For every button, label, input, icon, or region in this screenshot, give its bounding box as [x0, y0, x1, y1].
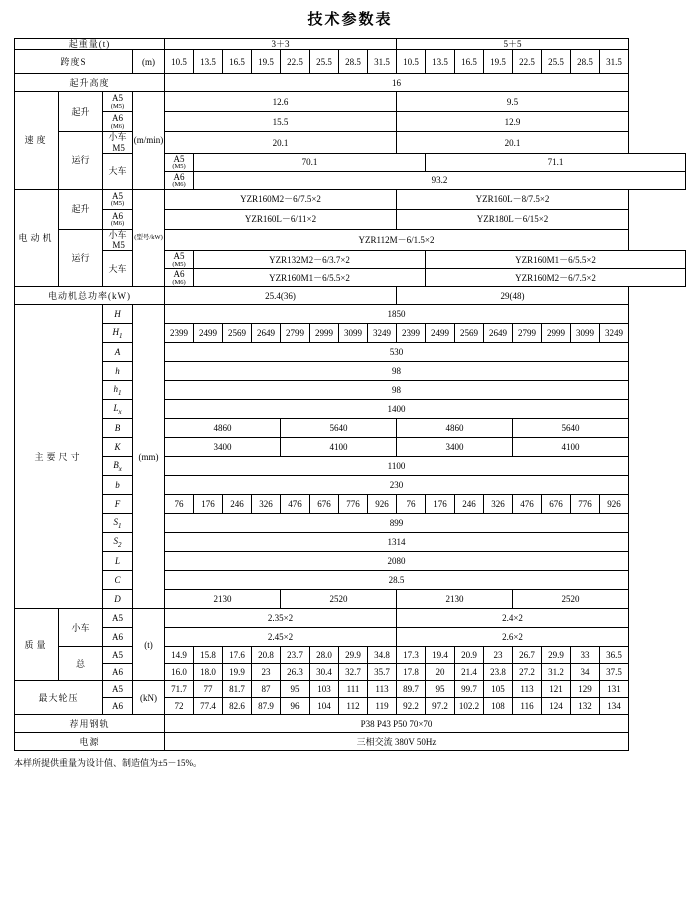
rail-value: P38 P43 P50 70×70 — [165, 715, 629, 733]
row-label-span: 跨度S — [15, 50, 133, 74]
motor-total-power-right: 29(48) — [397, 287, 629, 305]
mass-total-a5-r-5: 29.9 — [542, 647, 571, 664]
table-row-rail — [15, 715, 686, 733]
table-row-mass-trolley-a6 — [15, 628, 686, 647]
dim-symbol-b: b — [103, 476, 133, 495]
table-row-wheel-load-a5 — [15, 681, 686, 698]
table-row-motor-trolley — [15, 229, 686, 251]
row-label-capacity: 起重量(t) — [15, 39, 165, 50]
dim-H1-r-6: 3099 — [571, 324, 600, 343]
row-label-lift-height: 起升高度 — [15, 74, 165, 92]
mass-total-a5-l-3: 20.8 — [252, 647, 281, 664]
table-row-dim-H — [15, 305, 686, 324]
span-l-0: 10.5 — [165, 50, 194, 74]
mass-total-a6-l-2: 19.9 — [223, 664, 252, 681]
table-row-dim-F — [15, 495, 686, 514]
mass-total-a5-l-1: 15.8 — [194, 647, 223, 664]
dim-value-C: 28.5 — [165, 571, 629, 590]
span-l-2: 16.5 — [223, 50, 252, 74]
unit-m: (m) — [133, 50, 165, 74]
sub-label-hoisting-motor: 起升 — [59, 189, 103, 229]
table-row-dim-S2 — [15, 533, 686, 552]
motor-hoist-a6-left: YZR160L－6/11×2 — [165, 209, 397, 229]
dim-D-q3: 2520 — [513, 590, 629, 609]
wheel-class-a5: A5 — [103, 681, 133, 698]
table-row-speed-trolley — [15, 132, 686, 154]
table-row-dim-B — [15, 419, 686, 438]
mass-trolley-a5-left: 2.35×2 — [165, 609, 397, 628]
mass-trolley-a6-right: 2.6×2 — [397, 628, 629, 647]
wheel-a6-r-5: 124 — [542, 698, 571, 715]
speed-trolley-m5-right: 20.1 — [397, 132, 629, 154]
wheel-a6-l-2: 82.6 — [223, 698, 252, 715]
row-label-motor-total-power: 电动机总功率(kW) — [15, 287, 165, 305]
mass-total-a6-r-2: 21.4 — [455, 664, 484, 681]
mass-total-a6-r-0: 17.8 — [397, 664, 426, 681]
sub-label-crane-motor: 大车 — [103, 251, 133, 287]
span-r-3: 19.5 — [484, 50, 513, 74]
span-l-3: 19.5 — [252, 50, 281, 74]
wheel-a5-r-5: 121 — [542, 681, 571, 698]
dim-K-q2: 3400 — [397, 438, 513, 457]
span-r-6: 28.5 — [571, 50, 600, 74]
wheel-class-a6: A6 — [103, 698, 133, 715]
dim-symbol-h: h — [103, 362, 133, 381]
dim-F-r-7: 926 — [600, 495, 629, 514]
dim-H1-l-5: 2999 — [310, 324, 339, 343]
dim-H1-r-3: 2649 — [484, 324, 513, 343]
dim-symbol-h1: $h_1$ — [103, 381, 133, 400]
motor-class-a5-crane: A5 (M5) — [165, 251, 194, 269]
dim-symbol-D: D — [103, 590, 133, 609]
wheel-a6-r-0: 92.2 — [397, 698, 426, 715]
speed-hoist-a5-right: 9.5 — [397, 92, 629, 112]
span-l-6: 28.5 — [339, 50, 368, 74]
unit-model-kw: (型号/kW) — [133, 189, 165, 287]
dim-value-h1: 98 — [165, 381, 629, 400]
motor-class-a6-hoist: A6 (M6) — [103, 209, 133, 229]
sub-label-travel-speed: 运行 — [59, 132, 103, 189]
table-row-speed-hoist-a5 — [15, 92, 686, 112]
table-row-dim-L — [15, 552, 686, 571]
dim-B-q1: 5640 — [281, 419, 397, 438]
mass-total-a6-l-1: 18.0 — [194, 664, 223, 681]
section-label-speed: 速度 — [15, 92, 59, 189]
span-l-5: 25.5 — [310, 50, 339, 74]
dim-B-q3: 5640 — [513, 419, 629, 438]
motor-crane-a6-right: YZR160M2－6/7.5×2 — [426, 269, 686, 287]
mass-class-a6-total: A6 — [103, 664, 133, 681]
speed-hoist-a6-right: 12.9 — [397, 112, 629, 132]
mass-total-a6-l-7: 35.7 — [368, 664, 397, 681]
dim-D-q1: 2520 — [281, 590, 397, 609]
mass-trolley-a5-right: 2.4×2 — [397, 609, 629, 628]
mass-total-a6-l-3: 23 — [252, 664, 281, 681]
power-value: 三相交流 380V 50Hz — [165, 733, 629, 751]
mass-total-a5-r-7: 36.5 — [600, 647, 629, 664]
dim-H1-l-4: 2799 — [281, 324, 310, 343]
wheel-a5-l-6: 111 — [339, 681, 368, 698]
span-r-5: 25.5 — [542, 50, 571, 74]
unit-mm: (mm) — [133, 305, 165, 609]
mass-class-a5-total: A5 — [103, 647, 133, 664]
dim-value-A: 530 — [165, 343, 629, 362]
mass-total-a5-l-4: 23.7 — [281, 647, 310, 664]
dim-F-l-2: 246 — [223, 495, 252, 514]
wheel-a5-l-5: 103 — [310, 681, 339, 698]
span-r-0: 10.5 — [397, 50, 426, 74]
dim-F-r-1: 176 — [426, 495, 455, 514]
dim-H1-r-5: 2999 — [542, 324, 571, 343]
mass-trolley-a6-left: 2.45×2 — [165, 628, 397, 647]
dim-H1-r-4: 2799 — [513, 324, 542, 343]
table-row-dim-Lx — [15, 400, 686, 419]
wheel-a6-r-7: 134 — [600, 698, 629, 715]
speed-crane-a5-right: 71.1 — [426, 154, 686, 172]
speed-class-a6-hoist: A6 (M6) — [103, 112, 133, 132]
dim-F-l-4: 476 — [281, 495, 310, 514]
dim-K-q3: 4100 — [513, 438, 629, 457]
table-row-dim-h1 — [15, 381, 686, 400]
dim-value-S1: 899 — [165, 514, 629, 533]
capacity-right: 5＋5 — [397, 39, 629, 50]
span-l-7: 31.5 — [368, 50, 397, 74]
table-row-wheel-load-a6 — [15, 698, 686, 715]
mass-total-a6-r-3: 23.8 — [484, 664, 513, 681]
mass-total-a5-l-5: 28.0 — [310, 647, 339, 664]
mass-total-a6-r-5: 31.2 — [542, 664, 571, 681]
sub-label-crane-speed: 大车 — [103, 154, 133, 190]
wheel-a6-l-5: 104 — [310, 698, 339, 715]
dim-F-l-3: 326 — [252, 495, 281, 514]
mass-total-a5-l-0: 14.9 — [165, 647, 194, 664]
dim-H1-r-1: 2499 — [426, 324, 455, 343]
span-l-1: 13.5 — [194, 50, 223, 74]
technical-parameters-table — [14, 38, 686, 751]
motor-class-a5-hoist: A5 (M5) — [103, 189, 133, 209]
table-row-speed-hoist-a6 — [15, 112, 686, 132]
speed-class-a5-crane: A5 (M5) — [165, 154, 194, 172]
dim-H1-l-7: 3249 — [368, 324, 397, 343]
dim-symbol-A: A — [103, 343, 133, 362]
dim-D-q2: 2130 — [397, 590, 513, 609]
section-label-motor: 电动机 — [15, 189, 59, 287]
dim-H1-r-0: 2399 — [397, 324, 426, 343]
wheel-a5-l-3: 87 — [252, 681, 281, 698]
dim-H1-r-7: 3249 — [600, 324, 629, 343]
motor-crane-a6-left: YZR160M1－6/5.5×2 — [194, 269, 426, 287]
table-row-span — [15, 50, 686, 74]
speed-class-a6-crane: A6 (M6) — [165, 171, 194, 189]
mass-total-a6-l-6: 32.7 — [339, 664, 368, 681]
table-row-mass-trolley-a5 — [15, 609, 686, 628]
row-label-power: 电源 — [15, 733, 165, 751]
wheel-a5-r-6: 129 — [571, 681, 600, 698]
wheel-a5-l-2: 81.7 — [223, 681, 252, 698]
table-row-mass-total-a6 — [15, 664, 686, 681]
dim-value-Bx: 1100 — [165, 457, 629, 476]
mass-total-a5-r-1: 19.4 — [426, 647, 455, 664]
dim-F-r-4: 476 — [513, 495, 542, 514]
dim-F-r-6: 776 — [571, 495, 600, 514]
mass-total-a6-l-5: 30.4 — [310, 664, 339, 681]
mass-total-a5-l-2: 17.6 — [223, 647, 252, 664]
mass-total-a5-r-0: 17.3 — [397, 647, 426, 664]
mass-total-a5-r-4: 26.7 — [513, 647, 542, 664]
section-label-max-wheel-load: 最大轮压 — [15, 681, 103, 715]
span-r-4: 22.5 — [513, 50, 542, 74]
unit-kn: (kN) — [133, 681, 165, 715]
table-row-lift-height — [15, 74, 686, 92]
mass-total-a5-l-7: 34.8 — [368, 647, 397, 664]
wheel-a5-r-7: 131 — [600, 681, 629, 698]
dim-symbol-H: H — [103, 305, 133, 324]
dim-symbol-S1: $S_1$ — [103, 514, 133, 533]
dim-D-q0: 2130 — [165, 590, 281, 609]
motor-hoist-a6-right: YZR180L－6/15×2 — [397, 209, 629, 229]
dim-F-r-3: 326 — [484, 495, 513, 514]
lift-height-value: 16 — [165, 74, 629, 92]
span-r-7: 31.5 — [600, 50, 629, 74]
speed-hoist-a5-left: 12.6 — [165, 92, 397, 112]
dim-symbol-B: B — [103, 419, 133, 438]
mass-total-a5-r-3: 23 — [484, 647, 513, 664]
dim-F-r-5: 676 — [542, 495, 571, 514]
sub-label-trolley-motor: 小车 M5 — [103, 229, 133, 251]
wheel-a5-r-1: 95 — [426, 681, 455, 698]
table-row-dim-S1 — [15, 514, 686, 533]
motor-total-power-left: 25.4(36) — [165, 287, 397, 305]
mass-total-a5-r-2: 20.9 — [455, 647, 484, 664]
sub-label-hoisting-speed: 起升 — [59, 92, 103, 132]
span-r-1: 13.5 — [426, 50, 455, 74]
row-label-rail: 荐用钢轨 — [15, 715, 165, 733]
motor-hoist-a5-left: YZR160M2－6/7.5×2 — [165, 189, 397, 209]
mass-class-a5-trolley: A5 — [103, 609, 133, 628]
unit-m-per-min: (m/min) — [133, 92, 165, 189]
wheel-a5-l-1: 77 — [194, 681, 223, 698]
dim-value-b: 230 — [165, 476, 629, 495]
speed-crane-a5-left: 70.1 — [194, 154, 426, 172]
motor-class-a6-crane: A6 (M6) — [165, 269, 194, 287]
dim-F-l-5: 676 — [310, 495, 339, 514]
table-row-dim-A — [15, 343, 686, 362]
wheel-a6-l-7: 119 — [368, 698, 397, 715]
sub-label-trolley-mass: 小车 — [59, 609, 103, 647]
wheel-a6-l-0: 72 — [165, 698, 194, 715]
dim-symbol-H1: $H_1$ — [103, 324, 133, 343]
dim-F-l-0: 76 — [165, 495, 194, 514]
dim-H1-l-0: 2399 — [165, 324, 194, 343]
dim-F-r-2: 246 — [455, 495, 484, 514]
wheel-a6-r-6: 132 — [571, 698, 600, 715]
dim-value-H: 1850 — [165, 305, 629, 324]
dim-H1-l-2: 2569 — [223, 324, 252, 343]
mass-total-a6-l-4: 26.3 — [281, 664, 310, 681]
sub-label-travel-motor: 运行 — [59, 229, 103, 287]
wheel-a6-r-4: 116 — [513, 698, 542, 715]
table-row-power — [15, 733, 686, 751]
wheel-a6-l-6: 112 — [339, 698, 368, 715]
mass-total-a5-l-6: 29.9 — [339, 647, 368, 664]
wheel-a5-r-3: 105 — [484, 681, 513, 698]
dim-symbol-Bx: $B_x$ — [103, 457, 133, 476]
wheel-a5-l-4: 95 — [281, 681, 310, 698]
dim-F-l-7: 926 — [368, 495, 397, 514]
table-row-motor-crane-a5 — [15, 251, 686, 269]
speed-crane-a6-all: 93.2 — [194, 171, 686, 189]
dim-H1-r-2: 2569 — [455, 324, 484, 343]
wheel-a5-r-2: 99.7 — [455, 681, 484, 698]
mass-total-a5-r-6: 33 — [571, 647, 600, 664]
dim-symbol-C: C — [103, 571, 133, 590]
dim-symbol-F: F — [103, 495, 133, 514]
dim-K-q0: 3400 — [165, 438, 281, 457]
wheel-a6-l-1: 77.4 — [194, 698, 223, 715]
sub-label-trolley-speed: 小车 M5 — [103, 132, 133, 154]
table-row-motor-total-power — [15, 287, 686, 305]
table-row-motor-hoist-a6 — [15, 209, 686, 229]
mass-total-a6-r-1: 20 — [426, 664, 455, 681]
table-row-motor-hoist-a5 — [15, 189, 686, 209]
table-row-dim-K — [15, 438, 686, 457]
section-label-main-dimensions: 主要尺寸 — [15, 305, 103, 609]
table-row-dim-C — [15, 571, 686, 590]
table-row-dim-H1 — [15, 324, 686, 343]
motor-crane-a5-right: YZR160M1－6/5.5×2 — [426, 251, 686, 269]
dim-symbol-K: K — [103, 438, 133, 457]
capacity-left: 3＋3 — [165, 39, 397, 50]
mass-total-a6-r-4: 27.2 — [513, 664, 542, 681]
wheel-a5-r-0: 89.7 — [397, 681, 426, 698]
speed-trolley-m5-left: 20.1 — [165, 132, 397, 154]
dim-value-L: 2080 — [165, 552, 629, 571]
table-row-dim-D — [15, 590, 686, 609]
span-l-4: 22.5 — [281, 50, 310, 74]
dim-symbol-Lx: $L_x$ — [103, 400, 133, 419]
unit-t: (t) — [133, 609, 165, 681]
mass-total-a6-r-6: 34 — [571, 664, 600, 681]
wheel-a5-l-7: 113 — [368, 681, 397, 698]
wheel-a6-r-2: 102.2 — [455, 698, 484, 715]
dim-H1-l-3: 2649 — [252, 324, 281, 343]
dim-B-q0: 4860 — [165, 419, 281, 438]
table-row-dim-Bx — [15, 457, 686, 476]
dim-symbol-S2: $S_2$ — [103, 533, 133, 552]
dim-F-r-0: 76 — [397, 495, 426, 514]
wheel-a5-r-4: 113 — [513, 681, 542, 698]
dim-H1-l-1: 2499 — [194, 324, 223, 343]
table-row-dim-b — [15, 476, 686, 495]
dim-value-S2: 1314 — [165, 533, 629, 552]
footer-note: 本样所提供重量为设计值、制造值为±5－15%。 — [14, 758, 202, 769]
motor-trolley-m5-all: YZR112M－6/1.5×2 — [165, 229, 629, 251]
dim-value-Lx: 1400 — [165, 400, 629, 419]
sub-label-total-mass: 总 — [59, 647, 103, 681]
speed-hoist-a6-left: 15.5 — [165, 112, 397, 132]
dim-value-h: 98 — [165, 362, 629, 381]
section-label-mass: 质量 — [15, 609, 59, 681]
dim-F-l-6: 776 — [339, 495, 368, 514]
table-row-speed-crane-a5 — [15, 154, 686, 172]
dim-B-q2: 4860 — [397, 419, 513, 438]
motor-hoist-a5-right: YZR160L－8/7.5×2 — [397, 189, 629, 209]
speed-class-a5-hoist: A5 (M5) — [103, 92, 133, 112]
wheel-a5-l-0: 71.7 — [165, 681, 194, 698]
wheel-a6-l-3: 87.9 — [252, 698, 281, 715]
dim-symbol-L: L — [103, 552, 133, 571]
mass-total-a6-l-0: 16.0 — [165, 664, 194, 681]
span-r-2: 16.5 — [455, 50, 484, 74]
mass-total-a6-r-7: 37.5 — [600, 664, 629, 681]
mass-class-a6-trolley: A6 — [103, 628, 133, 647]
table-row-capacity — [15, 39, 686, 50]
wheel-a6-r-3: 108 — [484, 698, 513, 715]
dim-H1-l-6: 3099 — [339, 324, 368, 343]
dim-K-q1: 4100 — [281, 438, 397, 457]
page-title: 技术参数表 — [307, 11, 393, 28]
table-row-mass-total-a5 — [15, 647, 686, 664]
motor-crane-a5-left: YZR132M2－6/3.7×2 — [194, 251, 426, 269]
wheel-a6-r-1: 97.2 — [426, 698, 455, 715]
dim-F-l-1: 176 — [194, 495, 223, 514]
wheel-a6-l-4: 96 — [281, 698, 310, 715]
table-row-dim-h — [15, 362, 686, 381]
